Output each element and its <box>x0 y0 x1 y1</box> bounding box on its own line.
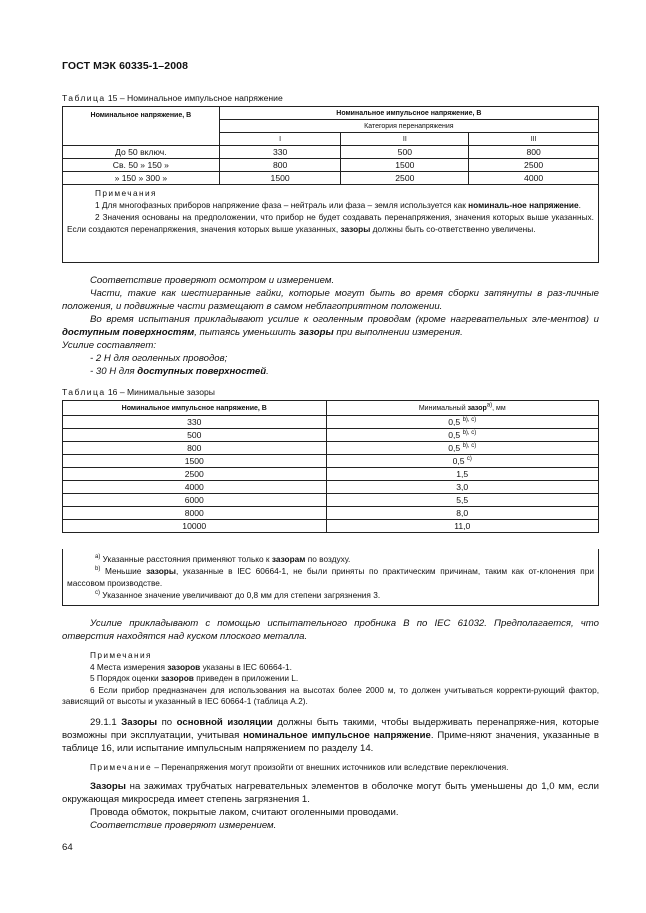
table-cell: 800 <box>219 159 341 172</box>
table-row <box>63 494 599 507</box>
table-cell: 500 <box>63 429 327 442</box>
table-15-category-2: II <box>341 133 469 146</box>
table-row <box>63 507 599 520</box>
table-cell: 8000 <box>63 507 327 520</box>
table-cell: 330 <box>219 146 341 159</box>
table-15-caption-text: 15 – Номинальное импульсное напряжение <box>107 93 283 103</box>
table-15-note-2: 2 Значения основаны на предположении, что прибор не будет создавать перенапряжения, значения которых выше указанных. Если создаются перенапряжения, значения которых выше указанных, зазоры должны быть со-ответственно увеличены. <box>67 212 594 234</box>
list-item: - 2 Н для оголенных проводов; <box>90 353 228 364</box>
table-16-caption <box>62 387 215 397</box>
body-text-2 <box>62 780 599 832</box>
table-15-category-1: I <box>219 133 341 146</box>
table-row <box>63 416 599 429</box>
table-row <box>63 442 599 455</box>
probe-paragraph: Усилие прикладывают с помощью испытательного пробника B по IEC 61032. Предполагается, что отверстия находятся над куском плоского металла. <box>62 618 599 642</box>
paragraph: Соответствие проверяют измерением. <box>90 820 277 831</box>
table-16-footnotes <box>62 549 599 606</box>
table-15-notes-title: Примечания <box>95 188 157 198</box>
footnote-a: $^{a)}$ Указанные расстояния применяют только к зазорам по воздуху. <box>95 554 351 564</box>
table-cell: » 150 » 300 » <box>63 172 220 185</box>
table-cell: 8,0 <box>326 507 599 520</box>
table-cell: 2500 <box>469 159 599 172</box>
table-15 <box>62 106 599 185</box>
table-cell: 10000 <box>63 520 327 533</box>
table-16-header-voltage: Номинальное импульсное напряжение, В <box>63 401 327 416</box>
table-row <box>63 455 599 468</box>
table-cell: 1500 <box>341 159 469 172</box>
paragraph: Во время испытания прикладывают усилие к оголенным проводам (кроме нагревательных эле-ментов) и доступным поверхностям, пытаясь уменьшить зазоры при выполнении измерения. <box>62 314 599 338</box>
table-cell: 6000 <box>63 494 327 507</box>
paragraph: Зазоры на зажимах трубчатых нагревательных элементов в оболочке могут быть уменьшены до 1,0 мм, если окружающая микросреда имеет степень загрязнения 1. <box>62 781 599 805</box>
note-5: 5 Порядок оценки зазоров приведен в приложении L. <box>90 673 299 683</box>
note-4: 4 Места измерения зазоров указаны в IEC 60664-1. <box>90 661 292 672</box>
table-row <box>63 468 599 481</box>
document-header: ГОСТ МЭК 60335-1–2008 <box>62 60 189 72</box>
paragraph: Части, такие как шестигранные гайки, которые могут быть во время сборки затянуты в раз-личные положения, и подвижные части размещают в самом неблагоприятном положении. <box>62 288 599 312</box>
table-15-notes <box>62 185 599 263</box>
table-cell: 0,5 $^{b), c)}$ <box>326 416 599 429</box>
table-row <box>63 159 599 172</box>
table-16-caption-text: 16 – Минимальные зазоры <box>107 387 215 397</box>
table-15-subheader: Категория перенапряжения <box>219 120 598 133</box>
table-15-category-3: III <box>469 133 599 146</box>
paragraph: Усилие составляет: <box>62 340 157 351</box>
table-cell: 0,5 $^{c)}$ <box>326 455 599 468</box>
table-cell: 5,5 <box>326 494 599 507</box>
table-cell: 11,0 <box>326 520 599 533</box>
paragraph: Провода обмоток, покрытые лаком, считают оголенными проводами. <box>90 807 399 818</box>
table-15-header-voltage: Номинальное напряжение, В <box>63 107 220 146</box>
note-overvoltage: Примечание – Перенапряжения могут произойти от внешних источников или вследствие переключения. <box>90 762 509 772</box>
table-cell: 1,5 <box>326 468 599 481</box>
table-cell: 500 <box>341 146 469 159</box>
table-cell: 2500 <box>341 172 469 185</box>
table-row <box>63 481 599 494</box>
page-number: 64 <box>62 842 73 853</box>
table-cell: 4000 <box>63 481 327 494</box>
table-15-note-1: 1 Для многофазных приборов напряжение фаза – нейтраль или фаза – земля используется как номиналь-ное напряжение. <box>95 200 581 210</box>
table-cell: 330 <box>63 416 327 429</box>
table-cell: 2500 <box>63 468 327 481</box>
table-15-caption <box>62 93 283 103</box>
table-cell: 1500 <box>219 172 341 185</box>
table-15-caption-label: Таблица <box>62 93 106 103</box>
footnote-c: $^{c)}$ Указанное значение увеличивают до 0,8 мм для степени загрязнения 3. <box>95 590 381 600</box>
table-cell: 800 <box>469 146 599 159</box>
table-row <box>63 172 599 185</box>
footnote-b: $^{b)}$ Меньшие зазоры, указанные в IEC 60664-1, не были приняты по практическим причинам, таким как от-клонения при массовом производстве. <box>67 566 594 588</box>
table-16 <box>62 400 599 533</box>
table-15-header-impulse: Номинальное импульсное напряжение, В <box>219 107 598 120</box>
table-cell: Св. 50 » 150 » <box>63 159 220 172</box>
table-cell: 0,5 $^{b), c)}$ <box>326 429 599 442</box>
table-row <box>63 429 599 442</box>
table-cell: 3,0 <box>326 481 599 494</box>
table-16-header-clearance: Минимальный зазор$^{a)}$, мм <box>326 401 599 416</box>
table-row <box>63 146 599 159</box>
clause-29-1-1: 29.1.1 Зазоры по основной изоляции должны быть такими, чтобы выдерживать перенапряже-ния, которые возможны при эксплуатации, учитывая номинальное импульсное напряжение. Приме-няют значения, указанные в таблице 16, или испытание импульсным напряжением по разделу 14. <box>62 717 599 754</box>
table-cell: 800 <box>63 442 327 455</box>
notes-block <box>62 650 599 708</box>
table-cell: 4000 <box>469 172 599 185</box>
notes-title: Примечания <box>90 650 152 660</box>
note-6: 6 Если прибор предназначен для использования на высотах более 2000 м, то должен учитываться корректи-рующий фактор, зависящий от высоты и указанный в IEC 60664-1 (таблица А.2). <box>62 684 599 706</box>
table-16-caption-label: Таблица <box>62 387 106 397</box>
paragraph: Соответствие проверяют осмотром и измерением. <box>90 275 335 286</box>
table-row <box>63 520 599 533</box>
table-cell: До 50 включ. <box>63 146 220 159</box>
list-item: - 30 Н для доступных поверхностей. <box>90 366 269 377</box>
table-cell: 1500 <box>63 455 327 468</box>
body-text-1 <box>62 274 599 378</box>
table-cell: 0,5 $^{b), c)}$ <box>326 442 599 455</box>
